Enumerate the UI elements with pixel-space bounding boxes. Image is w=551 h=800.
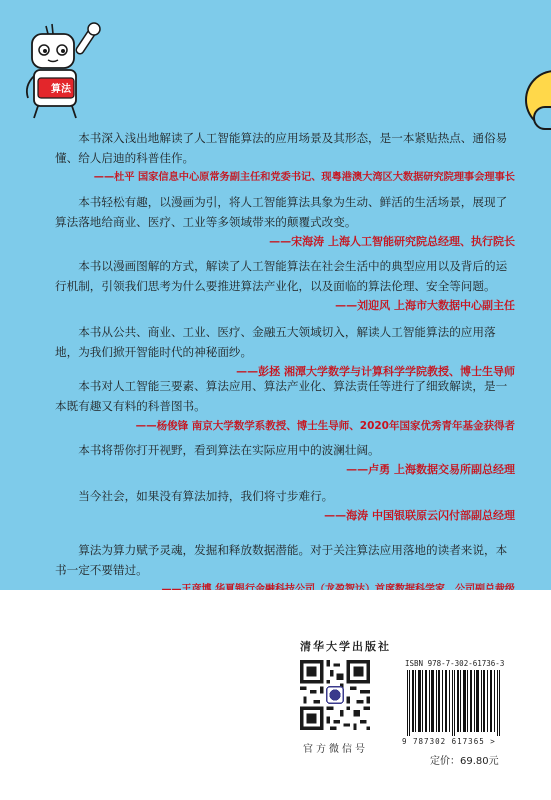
- blurb-text: 本书将帮你打开视野，看到算法在实际应用中的波澜壮阔。: [78, 443, 380, 457]
- blurb-attribution: ——刘迎风 上海市大数据中心副主任: [335, 299, 515, 312]
- blurb-attribution: ——卢勇 上海数据交易所副总经理: [346, 463, 515, 476]
- blurb-attribution: ——彭拯 湘潭大学数学与计算科学学院教授、博士生导师: [236, 365, 515, 378]
- decorative-shape-small: [533, 106, 551, 130]
- price: 定价：69.80元: [430, 756, 499, 767]
- blurb-text: 算法为算力赋予灵魂，发掘和释放数据潜能。对于关注算法应用落地的读者来说，本书一定不要错过。: [55, 543, 508, 577]
- blurb-text: 本书轻松有趣，以漫画为引，将人工智能算法具象为生动、鲜活的生活场景，展现了算法落地给商业、医疗、工业等多领域带来的颠覆式改变。: [55, 195, 508, 229]
- blurb-text: 当今社会，如果没有算法加持，我们将寸步难行。: [78, 489, 334, 503]
- barcode-icon: [405, 670, 505, 736]
- blurb-4: [55, 322, 515, 380]
- qr-code-icon: [300, 660, 370, 730]
- blurb-1: [55, 128, 515, 186]
- blurb-text: 本书从公共、商业、工业、医疗、金融五大领域切入，解读人工智能算法的应用落地，为我们掀开智能时代的神秘面纱。: [55, 325, 496, 359]
- blurb-attribution: ——杨俊锋 南京大学数学系教授、博士生导师、2020年国家优秀青年基金获得者: [135, 420, 515, 432]
- blurb-attribution: ——宋海涛 上海人工智能研究院总经理、执行院长: [269, 235, 515, 248]
- blurb-6: [55, 440, 515, 478]
- barcode-digits: 9 787302 617365 >: [402, 737, 496, 746]
- publisher-name: 清华大学出版社: [300, 640, 391, 653]
- isbn-label: ISBN 978-7-302-61736-3: [405, 659, 505, 668]
- robot-mascot-icon: [18, 20, 108, 120]
- robot-badge: 算法: [51, 84, 71, 95]
- blurb-3: [55, 256, 515, 314]
- blurb-5: [55, 376, 515, 434]
- blurb-attribution: ——杜平 国家信息中心原常务副主任和党委书记、现粤港澳大湾区大数据研究院理事会理事长: [93, 172, 515, 183]
- blurb-text: 本书以漫画图解的方式，解读了人工智能算法在社会生活中的典型应用以及背后的运行机制，引领我们思考为什么要推进算法产业化，以及面临的算法伦理、安全等问题。: [55, 259, 508, 293]
- wechat-label: 官方微信号: [303, 744, 368, 755]
- blurb-text: 本书深入浅出地解读了人工智能算法的应用场景及其形态，是一本紧贴热点、通俗易懂、给人启迪的科普佳作。: [55, 131, 508, 165]
- blurb-7: [55, 486, 515, 524]
- blurb-attribution: ——海涛 中国银联原云闪付部副总经理: [324, 509, 515, 522]
- blurb-2: [55, 192, 515, 250]
- blurb-text: 本书对人工智能三要素、算法应用、算法产业化、算法责任等进行了细致解读，是一本既有趣又有料的科普图书。: [55, 379, 508, 413]
